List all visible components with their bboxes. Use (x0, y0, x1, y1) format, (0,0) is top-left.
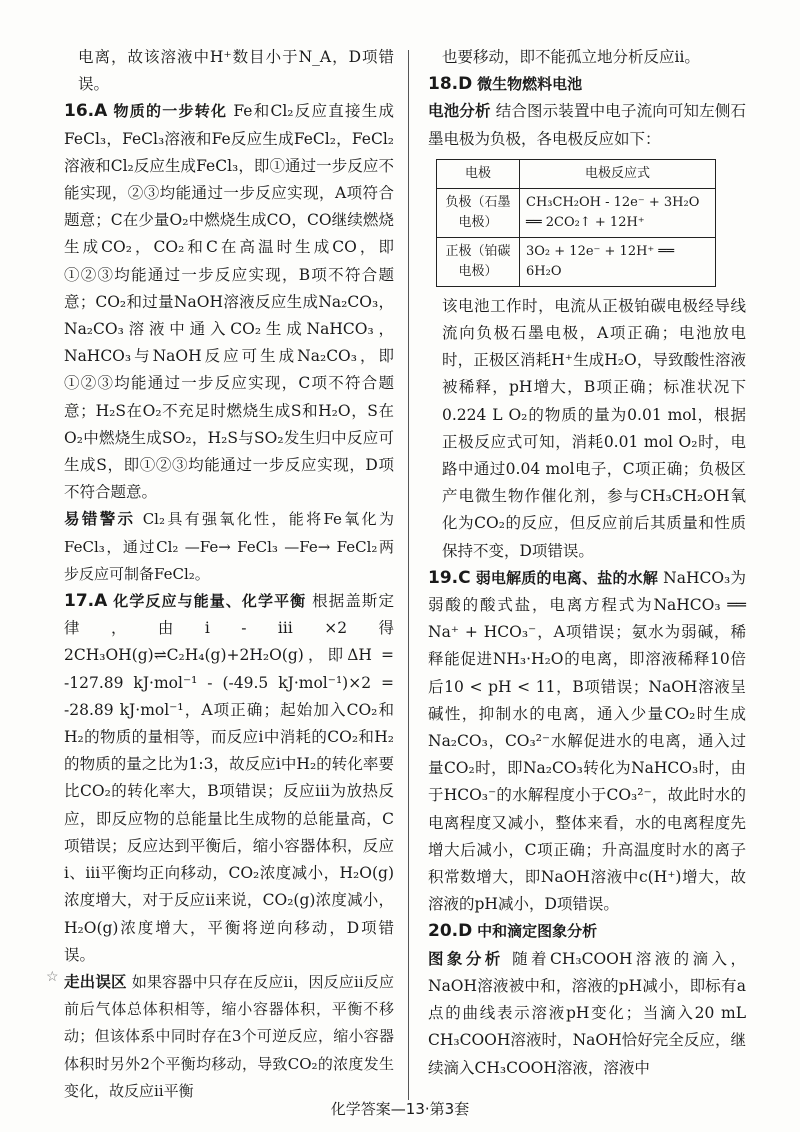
answer-number: 16.A (64, 101, 108, 122)
answer-topic: 化学反应与能量、化学平衡 (113, 592, 307, 611)
continued-text: 也要移动，即不能孤立地分析反应ⅱ。 (442, 48, 700, 66)
analysis-tag: 电池分析 (428, 102, 491, 121)
answer-18 (428, 71, 746, 565)
reaction-cell: CH₃CH₂OH - 12e⁻ + 3H₂O ══ 2CO₂↑ + 12H⁺ (520, 188, 716, 237)
table-header-cell: 电极 (437, 159, 520, 188)
answer-19 (428, 565, 746, 919)
page-footer: 化学答案—13·第3套 (330, 1100, 470, 1118)
warning-text: Cl₂具有强氧化性，能将Fe氧化为FeCl₃，通过Cl₂ —Fe→ FeCl₃ —Fe→ FeCl₂两步反应可制备FeCl₂。 (64, 510, 394, 583)
answer-topic: 微生物燃料电池 (477, 75, 583, 94)
answer-number: 20.D (428, 921, 473, 942)
pitfall-text: 如果容器中只存在反应ⅱ，因反应ⅱ反应前后气体总体积相等，缩小容器体积，平衡不移动；但该体系中同时存在3个可逆反应，缩小容器体积时另外2个平衡均移动，导致CO₂的浓度发生变化，故反应ⅱ平衡 (64, 972, 394, 1100)
answer-16 (64, 98, 394, 588)
table-header-cell: 电极反应式 (520, 159, 716, 188)
left-column (64, 44, 394, 1105)
right-column (428, 44, 746, 1082)
electrode-cell: 负极（石墨电极） (437, 188, 520, 237)
reaction-cell: 3O₂ + 12e⁻ + 12H⁺ ══ 6H₂O (520, 237, 716, 286)
answer-body: 该电池工作时，电流从正极铂碳电极经导线流向负极石墨电极，A项正确；电池放电时，正极区消耗H⁺生成H₂O，导致酸性溶液被稀释，pH增大，B项正确；标准状况下0.224 L O₂的物质的量为0.01 mol，根据正极反应式可知，消耗0.01 mol O₂时，电路中通过0.04 mol电子，C项正确；负极区产电微生物作催化剂，参与CH₃CH₂OH氧化为CO₂的反应，但反应前后其质量和性质保持不变，D项错误。 (442, 296, 746, 560)
warning-tag: 易错警示 (64, 510, 136, 529)
answer-number: 18.D (428, 74, 473, 95)
analysis-text: 随着CH₃COOH溶液的滴入，NaOH溶液被中和，溶液的pH减小，即标有a点的曲线表示溶液pH变化；当滴入20 mL CH₃COOH溶液时，NaOH恰好完全反应，继续滴入CH₃COOH溶液，溶液中 (428, 949, 746, 1077)
continued-text: 电离，故该溶液中H⁺数目小于N_A，D项错误。 (78, 48, 394, 94)
electrode-reaction-table (436, 159, 716, 287)
column-divider (408, 50, 409, 1100)
table-header-row (437, 159, 716, 188)
answer-body: 根据盖斯定律，由ⅰ-ⅲ×2得2CH₃OH(g)⇌C₂H₄(g)+2H₂O(g)，即ΔH = -127.89 kJ·mol⁻¹ - (-49.5 kJ·mol⁻¹)×2 = -28.89 kJ·mol⁻¹，A项正确；起始加入CO₂和H₂的物质的量相等，而反应ⅰ中消耗的CO₂和H₂的物质的量之比为1:3，故反应ⅰ中H₂的转化率要比CO₂的转化率大，B项错误；反应ⅲ为放热反应，即反应物的总能量比生成物的总能量高，C项错误；反应达到平衡后，缩小容器体积，反应ⅰ、ⅲ平衡均正向移动，CO₂浓度减小，H₂O(g)浓度增大，对于反应ⅱ来说，CO₂(g)浓度减小，H₂O(g)浓度增大，平衡将逆向移动，D项错误。 (64, 592, 394, 964)
answer-topic: 物质的一步转化 (113, 102, 228, 121)
answer-topic: 中和滴定图象分析 (477, 922, 598, 941)
answer-20 (428, 918, 746, 1081)
table-row (437, 188, 716, 237)
margin-star-mark: ☆ (46, 969, 59, 985)
answer-17 (64, 588, 394, 1105)
analysis-text: 结合图示装置中电子流向可知左侧石墨电极为负极，各电极反应如下： (428, 102, 746, 148)
analysis-tag: 图象分析 (428, 949, 504, 968)
answer-number: 17.A (64, 591, 108, 612)
electrode-cell: 正极（铂碳电极） (437, 237, 520, 286)
pitfall-tag: 走出误区 (64, 972, 127, 991)
table-row (437, 237, 716, 286)
answer-body: Fe和Cl₂反应直接生成FeCl₃，FeCl₃溶液和Fe反应生成FeCl₂，FeCl₂溶液和Cl₂反应生成FeCl₃，即①通过一步反应不能实现，②③均能通过一步反应实现，A项符合题意；C在少量O₂中燃烧生成CO，CO继续燃烧生成CO₂，CO₂和C在高温时生成CO，即①②③均能通过一步反应实现，B项不符合题意；CO₂和过量NaOH溶液反应生成Na₂CO₃，Na₂CO₃溶液中通入CO₂生成NaHCO₃，NaHCO₃与NaOH反应可生成Na₂CO₃，即①②③均能通过一步反应实现，C项不符合题意；H₂S在O₂不充足时燃烧生成S和H₂O，S在O₂中燃烧生成SO₂，H₂S与SO₂发生归中反应可生成S，即①②③均能通过一步反应实现，D项不符合题意。 (64, 102, 394, 502)
answer-body: NaHCO₃为弱酸的酸式盐，电离方程式为NaHCO₃ ══ Na⁺ + HCO₃⁻，A项错误；氨水为弱碱，稀释能促进NH₃·H₂O的电离，即溶液稀释10倍后10 < pH < 11，B项错误；NaOH溶液呈碱性，抑制水的电离，通入少量CO₂时生成Na₂CO₃，CO₃²⁻水解促进水的电离，通入过量CO₂时，即Na₂CO₃转化为NaHCO₃时，由于HCO₃⁻的水解程度小于CO₃²⁻，故此时水的电离程度又减小，整体来看，水的电离程度先增大后减小，C项正确；升高温度时水的离子积常数增大，即NaOH溶液中c(H⁺)增大，故溶液的pH减小，D项错误。 (428, 568, 746, 914)
answer-number: 19.C (428, 567, 471, 588)
answer-topic: 弱电解质的电离、盐的水解 (475, 568, 659, 587)
